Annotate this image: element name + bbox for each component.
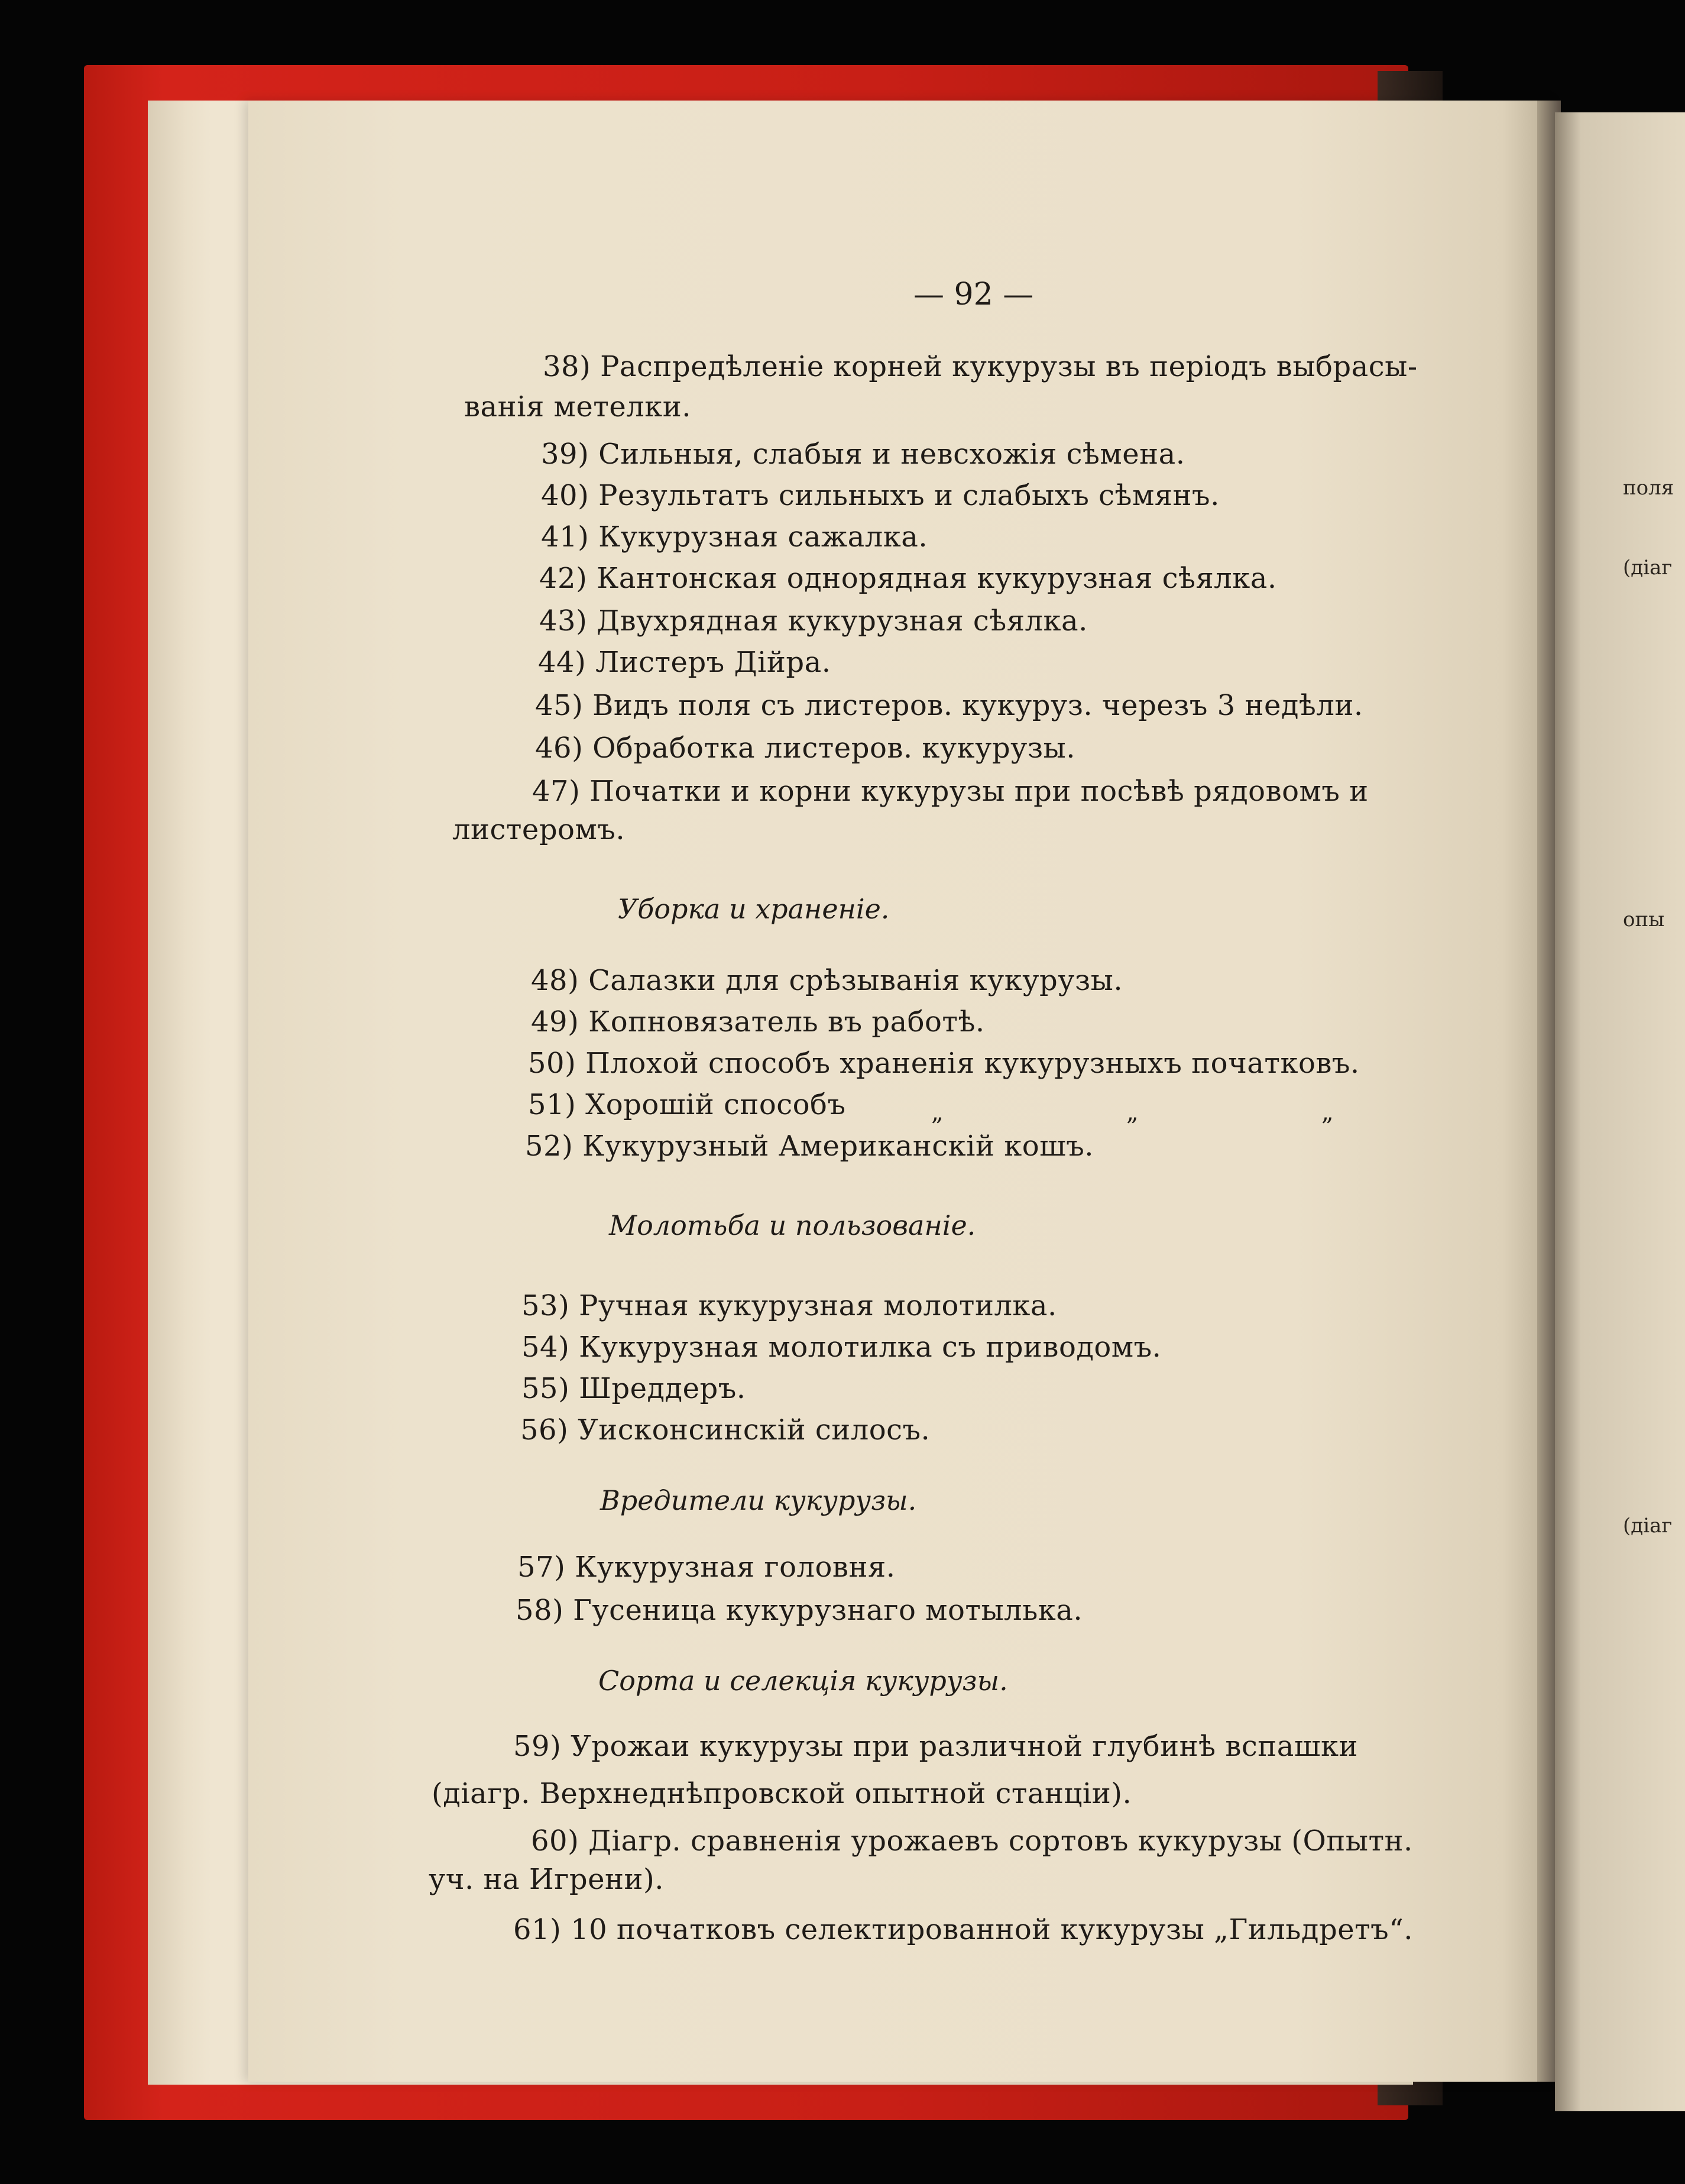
list-item: 58) Гусеница кукурузнаго мотылька. xyxy=(516,1594,1083,1627)
list-item: (діагр. Верхнеднѣпровской опытной станціи). xyxy=(432,1777,1132,1810)
list-item: 41) Кукурузная сажалка. xyxy=(541,520,928,554)
list-item: 43) Двухрядная кукурузная сѣялка. xyxy=(539,604,1088,638)
facing-page-fragment: поля xyxy=(1623,476,1674,500)
list-item: 46) Обработка листеров. кукурузы. xyxy=(535,732,1075,765)
list-item: 42) Кантонская однорядная кукурузная сѣялка. xyxy=(539,562,1277,595)
list-item: 54) Кукурузная молотилка съ приводомъ. xyxy=(521,1331,1162,1364)
list-item: 59) Урожаи кукурузы при различной глубинѣ вспашки xyxy=(513,1730,1358,1763)
list-item: 60) Діагр. сравненія урожаевъ сортовъ кукурузы (Опытн. xyxy=(531,1824,1413,1858)
list-item: 53) Ручная кукурузная молотилка. xyxy=(521,1289,1057,1322)
ditto-mark: „ xyxy=(1126,1099,1139,1126)
facing-page-fragment: (діаг xyxy=(1623,556,1673,580)
section-heading: Вредители кукурузы. xyxy=(600,1484,917,1516)
list-item: 50) Плохой способъ храненія кукурузныхъ початковъ. xyxy=(528,1047,1360,1080)
list-item: 56) Уисконсинскій силосъ. xyxy=(520,1413,931,1447)
list-item: 38) Распредѣленіе корней кукурузы въ періодъ выбрасы- xyxy=(543,350,1418,383)
list-item: 48) Салазки для срѣзыванія кукурузы. xyxy=(531,964,1123,997)
list-item: 51) Хорошій способъ xyxy=(528,1088,846,1121)
section-heading: Уборка и храненіе. xyxy=(618,893,890,925)
list-item: 39) Сильныя, слабыя и невсхожія сѣмена. xyxy=(541,438,1185,471)
section-heading: Сорта и селекція кукурузы. xyxy=(598,1665,1008,1697)
list-item: 61) 10 початковъ селектированной кукурузы „Гильдретъ“. xyxy=(513,1913,1413,1946)
facing-page xyxy=(1555,112,1685,2111)
page-number: — 92 — xyxy=(913,277,1034,312)
list-item: ванія метелки. xyxy=(464,390,691,423)
facing-page-fragment: опы xyxy=(1623,908,1665,931)
facing-page-fragment: (діаг xyxy=(1623,1514,1673,1538)
list-item: уч. на Игрени). xyxy=(429,1863,664,1896)
list-item: 47) Початки и корни кукурузы при посѣвѣ рядовомъ и xyxy=(532,775,1369,808)
list-item: 44) Листеръ Дійра. xyxy=(538,646,831,679)
list-item: 45) Видъ поля съ листеров. кукуруз. черезъ 3 недѣли. xyxy=(535,689,1363,722)
list-item: 55) Шреддеръ. xyxy=(521,1372,746,1405)
ditto-mark: „ xyxy=(931,1099,944,1126)
list-item: 40) Результатъ сильныхъ и слабыхъ сѣмянъ. xyxy=(541,479,1220,512)
section-heading: Молотьба и пользованіе. xyxy=(609,1209,976,1241)
list-item: 57) Кукурузная головня. xyxy=(517,1551,896,1584)
list-item: листеромъ. xyxy=(452,813,626,846)
list-item: 49) Копновязатель въ работѣ. xyxy=(531,1005,985,1038)
list-item: 52) Кукурузный Американскій кошъ. xyxy=(525,1130,1094,1163)
ditto-mark: „ xyxy=(1321,1099,1334,1126)
